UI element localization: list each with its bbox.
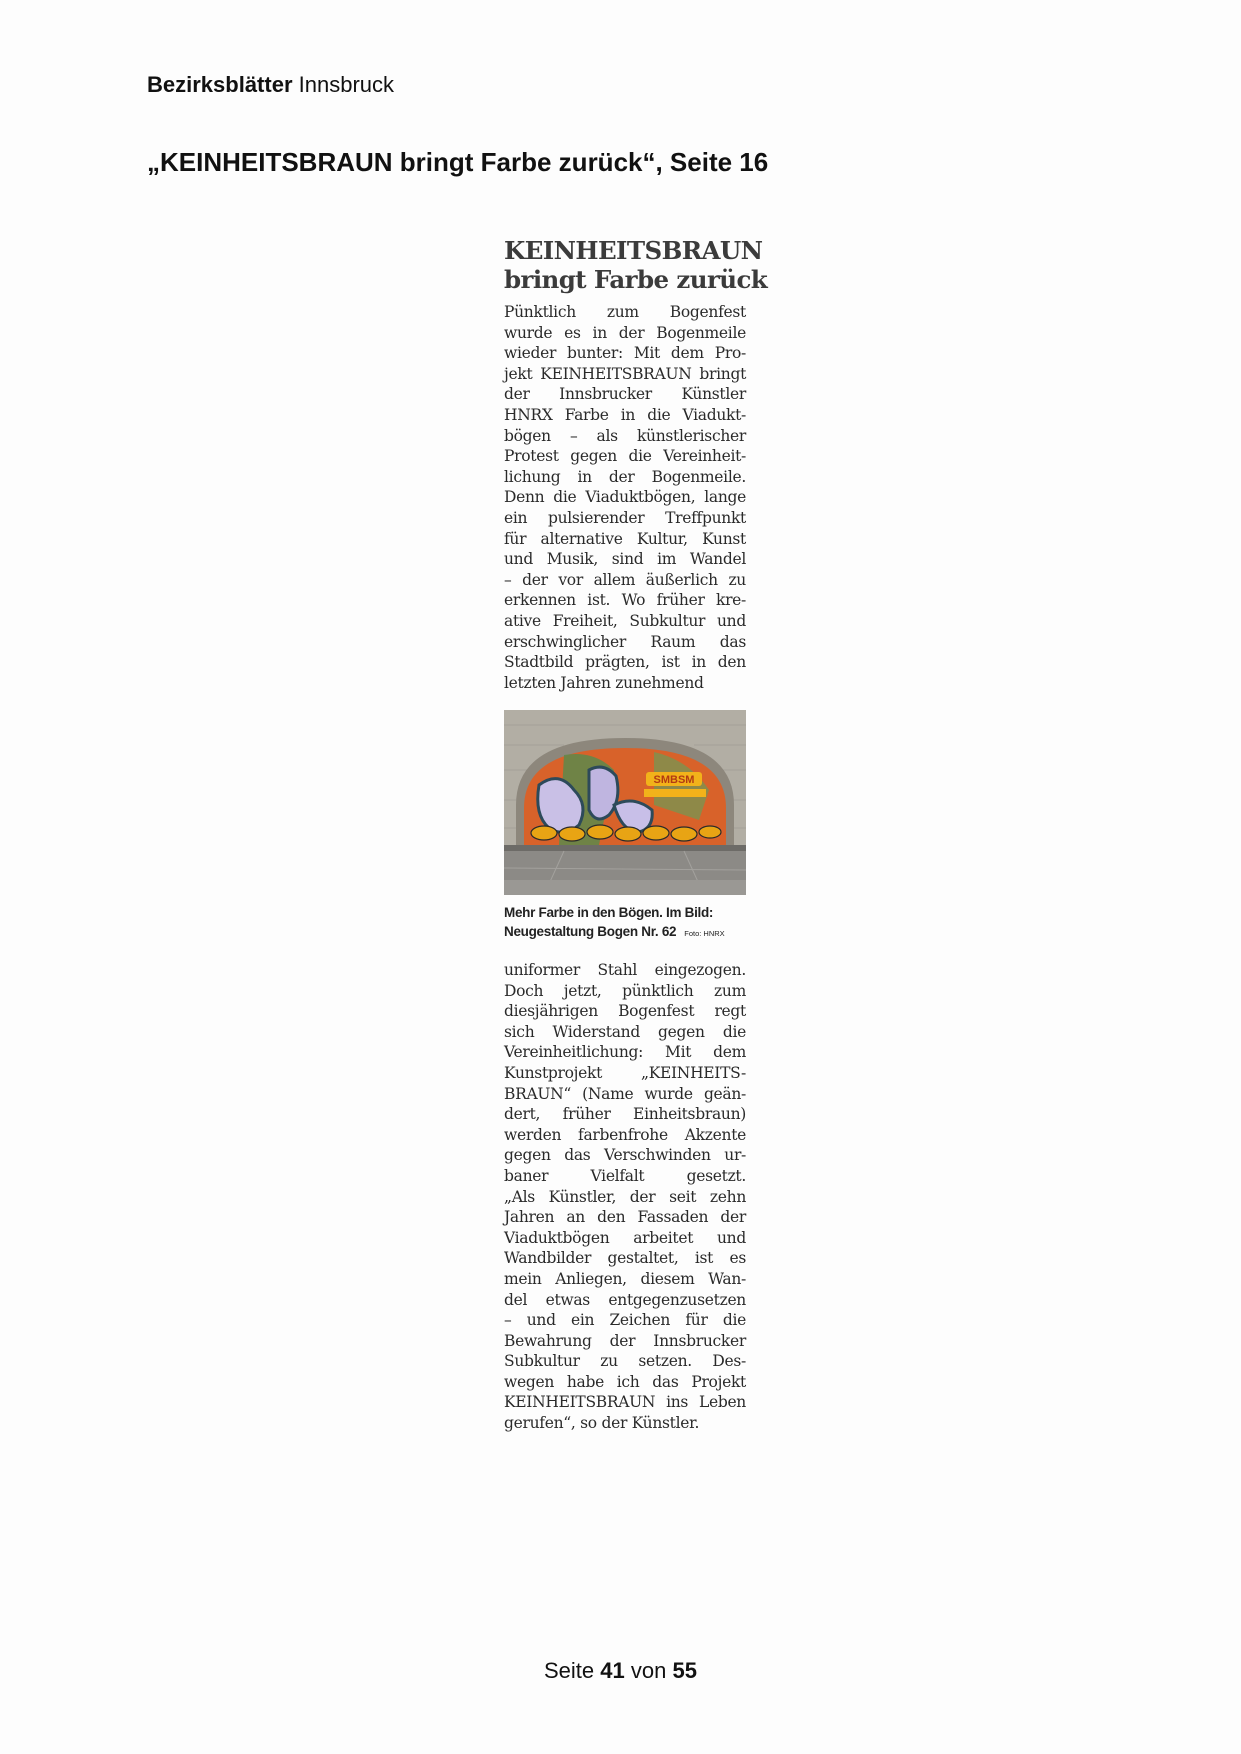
article-text-line: Denn die Viaduktbögen, lange — [504, 488, 746, 507]
article-text-line: Wandbilder gestaltet, ist es — [504, 1249, 746, 1268]
caption-line-1: Mehr Farbe in den Bögen. Im Bild: — [504, 905, 714, 920]
photo-credit: Foto: HNRX — [684, 929, 725, 938]
page-footer — [0, 1658, 1241, 1684]
article-text-line: BRAUN“ (Name wurde geän- — [504, 1084, 746, 1103]
article-text-line: baner Vielfalt gesetzt. — [504, 1166, 746, 1185]
article-text-line: gegen das Verschwinden ur- — [504, 1146, 746, 1165]
article-text-line: und Musik, sind im Wandel — [504, 550, 746, 569]
article-text-line: del etwas entgegenzusetzen — [504, 1290, 746, 1309]
article-text-line: für alternative Kultur, Kunst — [504, 529, 746, 548]
footer-page-number: 41 — [600, 1658, 625, 1683]
article-text-line: uniformer Stahl eingezogen. — [504, 961, 746, 979]
article-text-line: – und ein Zeichen für die — [504, 1311, 746, 1330]
article-text-line: KEINHEITSBRAUN ins Leben — [504, 1393, 746, 1412]
article-text-line: wurde es in der Bogenmeile — [504, 323, 746, 342]
article-body-bottom — [504, 960, 746, 1434]
article-text-line: wegen habe ich das Projekt — [504, 1372, 746, 1391]
article-text-line: sich Widerstand gegen die — [504, 1022, 746, 1041]
photo-sign-text: SMBSM — [653, 774, 695, 786]
article-text-line: Kunstprojekt „KEINHEITS- — [504, 1063, 746, 1082]
caption-line-2: Neugestaltung Bogen Nr. 62 — [504, 924, 677, 939]
article-text-line: mein Anliegen, diesem Wan- — [504, 1269, 746, 1288]
article-text-line: werden farbenfrohe Akzente — [504, 1125, 746, 1144]
headline-line-1: KEINHEITSBRAUN — [504, 236, 763, 265]
article-text-line: Bewahrung der Innsbrucker — [504, 1331, 746, 1350]
headline-line-2: bringt Farbe zurück — [504, 265, 768, 294]
article-text-line: ative Freiheit, Subkultur und — [504, 611, 746, 630]
article-text-line: Pünktlich zum Bogenfest — [504, 303, 746, 321]
article-text-line: Subkultur zu setzen. Des- — [504, 1352, 746, 1371]
article-text-line: Protest gegen die Vereinheit- — [504, 447, 746, 466]
article-text-line: letzten Jahren zunehmend — [504, 673, 704, 692]
article-text-line: ein pulsierender Treffpunkt — [504, 508, 746, 527]
article-headline — [504, 236, 768, 294]
article-text-line: Stadtbild prägten, ist in den — [504, 653, 746, 672]
article-text-line: erkennen ist. Wo früher kre- — [504, 591, 746, 610]
article-text-line: Vereinheitlichung: Mit dem — [504, 1043, 746, 1062]
article-text-line: gerufen“, so der Künstler. — [504, 1414, 700, 1433]
article-text-line: HNRX Farbe in die Viadukt- — [504, 405, 746, 424]
article-text-line: der Innsbrucker Künstler — [504, 385, 746, 404]
article-text-line: lichung in der Bogenmeile. — [504, 467, 746, 486]
document-title: „KEINHEITSBRAUN bringt Farbe zurück“, Seite 16 — [147, 147, 769, 177]
footer-total-pages: 55 — [672, 1658, 697, 1683]
article-text-line: Jahren an den Fassaden der — [504, 1208, 746, 1227]
publication-name-rest: Innsbruck — [298, 72, 395, 97]
footer-middle: von — [630, 1658, 667, 1683]
article-text-line: erschwinglicher Raum das — [504, 632, 746, 651]
article-text-line: wieder bunter: Mit dem Pro- — [504, 344, 746, 363]
article-text-line: Viaduktbögen arbeitet und — [504, 1228, 746, 1247]
article-text-line: – der vor allem äußerlich zu — [504, 570, 746, 589]
article-text-line: diesjährigen Bogenfest regt — [504, 1002, 746, 1021]
arch-mural-image — [504, 710, 746, 895]
publication-name — [147, 72, 394, 98]
footer-prefix: Seite — [544, 1658, 595, 1683]
article-clipping — [504, 236, 768, 1433]
article-text-line: dert, früher Einheitsbraun) — [504, 1105, 746, 1124]
photo-caption — [504, 903, 746, 943]
article-text-line: jekt KEINHEITSBRAUN bringt — [504, 364, 746, 383]
publication-name-bold: Bezirksblätter — [147, 72, 293, 97]
article-photo — [504, 710, 746, 895]
article-text-line: „Als Künstler, der seit zehn — [504, 1187, 746, 1206]
article-text-line: bögen – als künstlerischer — [504, 426, 746, 445]
article-body-top — [504, 302, 746, 693]
article-text-line: Doch jetzt, pünktlich zum — [504, 981, 746, 1000]
